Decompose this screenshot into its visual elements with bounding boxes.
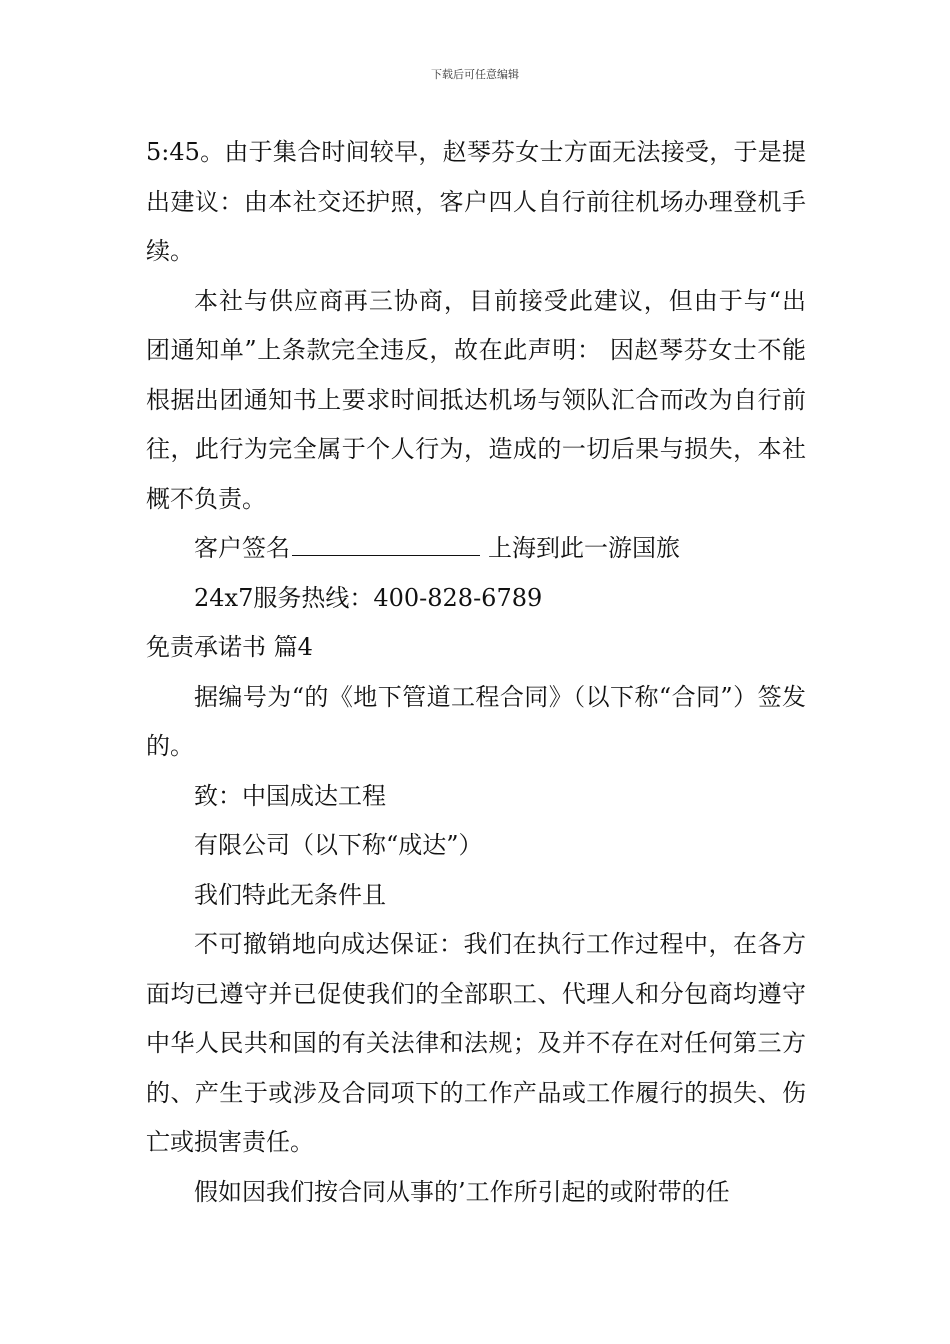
paragraph-disclaimer: 本社与供应商再三协商，目前接受此建议，但由于与“出团通知单”上条款完全违反，故在此声明： 因赵琴芬女士不能根据出团通知书上要求时间抵达机场与领队汇合而改为自行前往，此行为完全属于个人行为，造成的一切后果与损失，本社概不负责。 bbox=[146, 286, 806, 513]
paragraph-company: 有限公司（以下称“成达”） bbox=[194, 831, 483, 859]
page-header-note: 下载后可任意编辑 bbox=[431, 68, 519, 81]
signature-blank-line bbox=[292, 535, 480, 556]
hotline-text: 24x7服务热线：400-828-6789 bbox=[194, 583, 543, 612]
section-title: 免责承诺书 篇4 bbox=[146, 633, 313, 661]
paragraph-liability: 假如因我们按合同从事的’工作所引起的或附带的任 bbox=[194, 1177, 730, 1206]
paragraph-contract-ref: 据编号为“的《地下管道工程合同》（以下称“合同”）签发的。 bbox=[146, 682, 806, 760]
signature-row bbox=[146, 524, 806, 574]
document-body bbox=[146, 128, 806, 1217]
paragraph-guarantee-intro: 我们特此无条件且 bbox=[194, 880, 386, 909]
paragraph-guarantee: 不可撤销地向成达保证：我们在执行工作过程中，在各方面均已遵守并已促使我们的全部职工、代理人和分包商均遵守中华人民共和国的有关法律和法规；及并不存在对任何第三方的、产生于或涉及合同项下的工作产品或工作履行的损失、伤亡或损害责任。 bbox=[146, 930, 806, 1156]
paragraph-time-note: 5:45。由于集合时间较早，赵琴芬女士方面无法接受，于是提出建议：由本社交还护照，客户四人自行前往机场办理登机手续。 bbox=[146, 138, 806, 265]
agency-name: 上海到此一游国旅 bbox=[488, 534, 680, 562]
signature-label: 客户签名 bbox=[194, 534, 290, 562]
paragraph-addressee: 致：中国成达工程 bbox=[194, 781, 386, 810]
